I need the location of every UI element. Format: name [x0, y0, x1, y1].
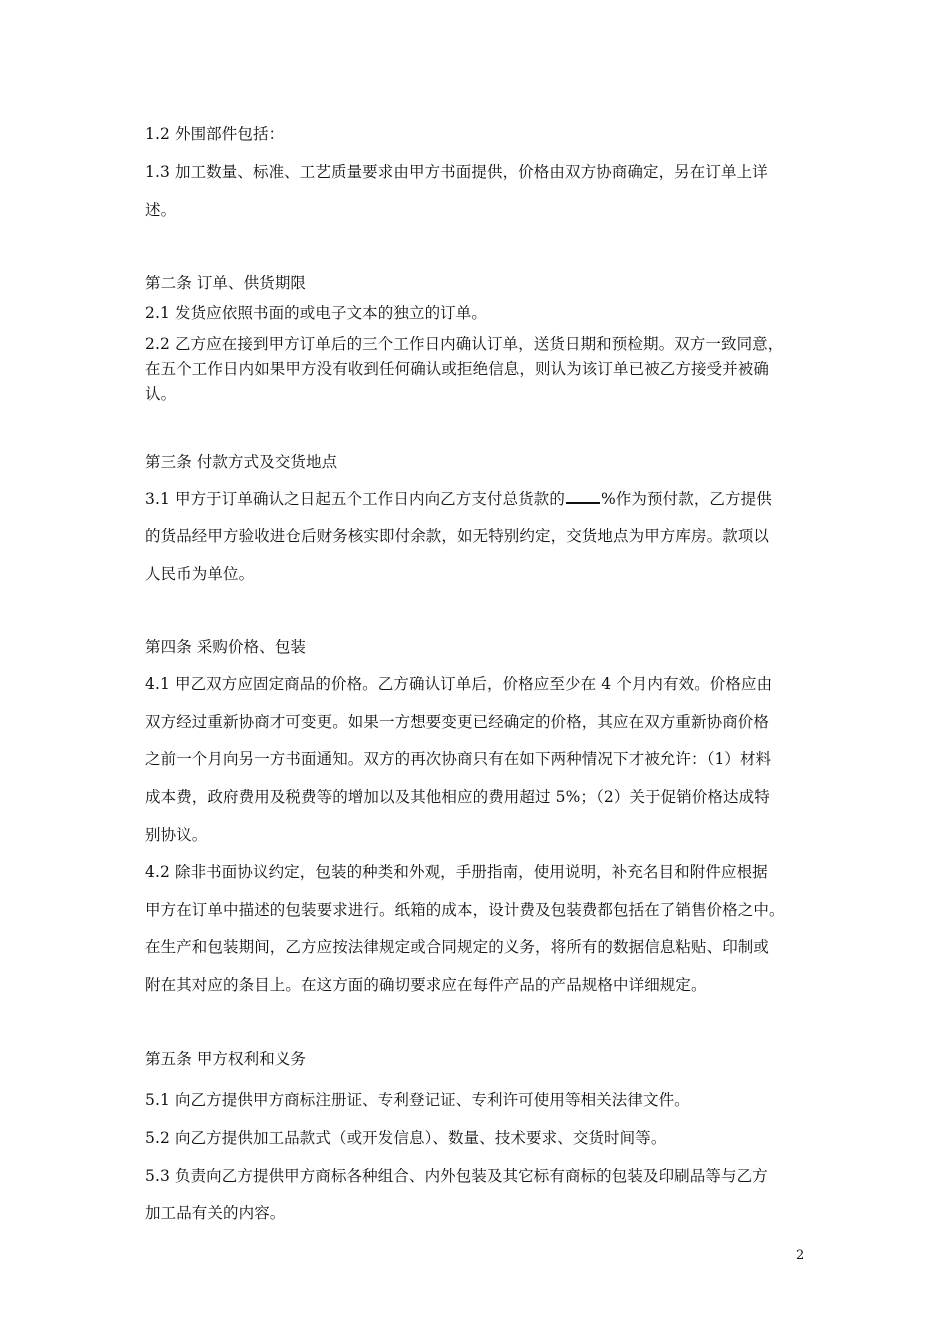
- clause-4-1-line-2: 双方经过重新协商才可变更。如果一方想要变更已经确定的价格，其应在双方重新协商价格: [145, 713, 770, 731]
- percentage-blank: [566, 488, 600, 504]
- clause-5-3-line-1: 5.3 负责向乙方提供甲方商标各种组合、内外包装及其它标有商标的包装及印刷品等与乙方: [145, 1167, 768, 1185]
- clause-2-2-line-2: 在五个工作日内如果甲方没有收到任何确认或拒绝信息，则认为该订单已被乙方接受并被确: [145, 360, 770, 378]
- clause-1-2: 1.2 外围部件包括：: [145, 125, 285, 143]
- clause-4-1-line-4: 成本费，政府费用及税费等的增加以及其他相应的费用超过 5%；（2）关于促销价格达成特: [145, 788, 770, 806]
- clause-5-1: 5.1 向乙方提供甲方商标注册证、专利登记证、专利许可使用等相关法律文件。: [145, 1091, 690, 1109]
- article-4-heading: 第四条 采购价格、包装: [145, 638, 307, 656]
- clause-5-3-line-2: 加工品有关的内容。: [145, 1204, 286, 1222]
- clause-4-1-line-5: 别协议。: [145, 826, 208, 844]
- article-3-heading: 第三条 付款方式及交货地点: [145, 453, 338, 471]
- clause-4-1-line-3: 之前一个月向另一方书面通知。双方的再次协商只有在如下两种情况下才被允许：（1）材料: [145, 750, 772, 768]
- clause-4-2-line-1: 4.2 除非书面协议约定，包装的种类和外观，手册指南，使用说明，补充名目和附件应根据: [145, 863, 768, 881]
- article-2-heading: 第二条 订单、供货期限: [145, 274, 307, 292]
- clause-3-1-text-after: %作为预付款，乙方提供: [600, 490, 772, 508]
- clause-4-1-line-1: 4.1 甲乙双方应固定商品的价格。乙方确认订单后，价格应至少在 4 个月内有效。价格应由: [145, 675, 773, 693]
- clause-1-3-line-1: 1.3 加工数量、标准、工艺质量要求由甲方书面提供，价格由双方协商确定，另在订单上详: [145, 163, 768, 181]
- article-5-heading: 第五条 甲方权利和义务: [145, 1050, 307, 1068]
- clause-3-1-line-1: [145, 488, 815, 509]
- clause-3-1-text-before: 3.1 甲方于订单确认之日起五个工作日内向乙方支付总货款的: [145, 490, 565, 508]
- clause-4-2-line-3: 在生产和包装期间，乙方应按法律规定或合同规定的义务，将所有的数据信息粘贴、印制或: [145, 938, 770, 956]
- clause-2-1: 2.1 发货应依照书面的或电子文本的独立的订单。: [145, 304, 487, 322]
- clause-4-2-line-4: 附在其对应的条目上。在这方面的确切要求应在每件产品的产品规格中详细规定。: [145, 976, 707, 994]
- clause-3-1-line-2: 的货品经甲方验收进仓后财务核实即付余款，如无特别约定，交货地点为甲方库房。款项以: [145, 527, 770, 545]
- clause-2-2-line-1: 2.2 乙方应在接到甲方订单后的三个工作日内确认订单，送货日期和预检期。双方一致同意，: [145, 335, 784, 353]
- clause-3-1-line-3: 人民币为单位。: [145, 565, 255, 583]
- clause-5-2: 5.2 向乙方提供加工品款式（或开发信息）、数量、技术要求、交货时间等。: [145, 1129, 667, 1147]
- clause-1-3-line-2: 述。: [145, 201, 177, 219]
- clause-2-2-line-3: 认。: [145, 385, 177, 403]
- clause-4-2-line-2: 甲方在订单中描述的包装要求进行。纸箱的成本，设计费及包装费都包括在了销售价格之中。: [145, 901, 785, 919]
- page-number: 2: [796, 1248, 805, 1263]
